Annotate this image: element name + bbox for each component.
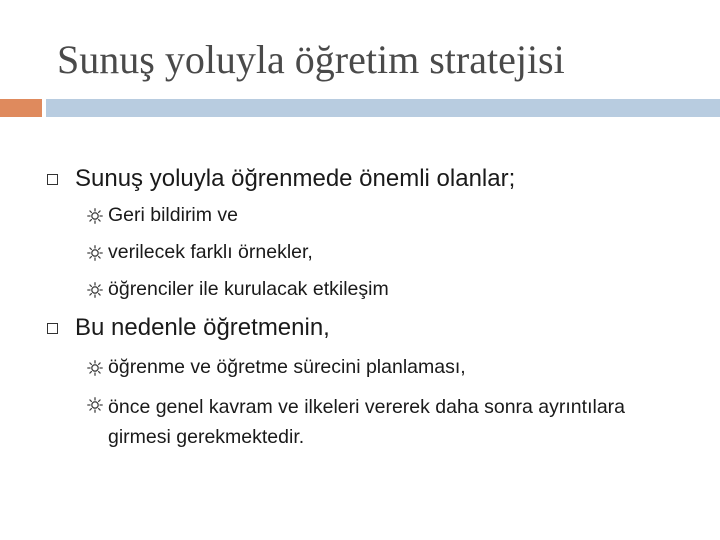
sun-icon [87,282,103,298]
sub-bullet-item-1-1: Geri bildirim ve [108,204,239,226]
square-outline-icon [47,323,58,334]
square-outline-icon [47,174,58,185]
sub-bullet-item-1-2: verilecek farklı örnekler, [108,241,313,263]
sun-icon [87,208,103,224]
sub-bullet-item-2-2: önce genel kavram ve ilkeleri vererek daha sonra ayrıntılara girmesi gerekmektedir. [108,396,626,448]
accent-band-orange [0,99,42,117]
sub-bullet-item-2-1: öğrenme ve öğretme sürecini planlaması, [108,356,466,378]
sun-icon [87,245,103,261]
slide-title: Sunuş yoluyla öğretim stratejisi [57,37,565,82]
sub-bullet-item-1-3: öğrenciler ile kurulacak etkileşim [108,278,389,300]
bullet-item-2: Bu nedenle öğretmenin, [75,314,330,341]
accent-band-blue [46,99,720,117]
sun-icon [87,397,103,413]
sun-icon [87,360,103,376]
bullet-item-1: Sunuş yoluyla öğrenmede önemli olanlar; [75,165,516,192]
